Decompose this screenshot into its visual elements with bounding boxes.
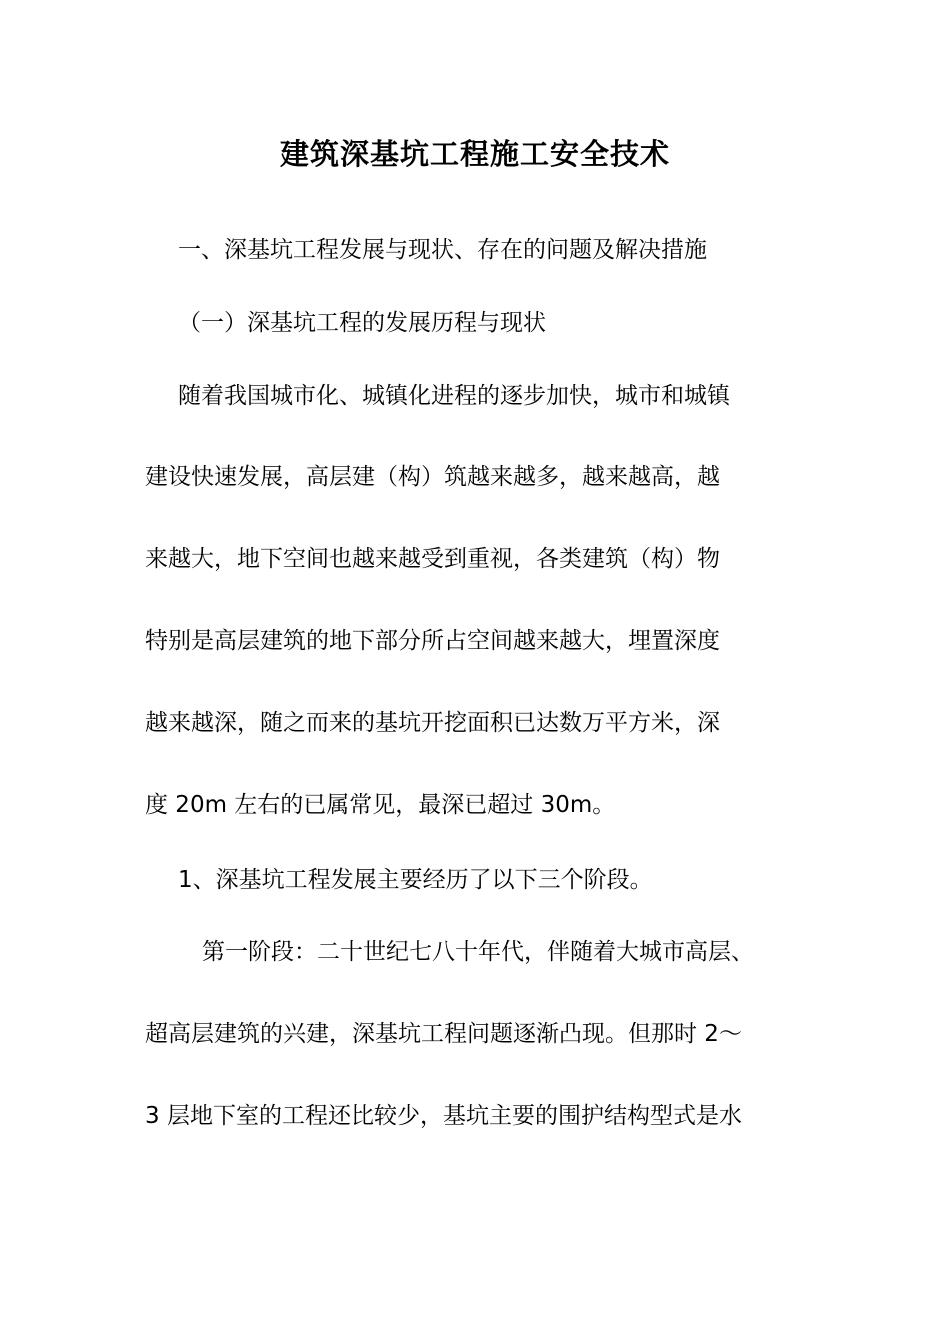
paragraph-line: 来越大，地下空间也越来越受到重视，各类建筑（构）物 (145, 546, 720, 572)
paragraph-line: 超高层建筑的兴建，深基坑工程问题逐渐凸现。但那时 2～ (145, 1021, 742, 1047)
paragraph-line: 3 层地下室的工程还比较少，基坑主要的围护结构型式是水 (145, 1103, 742, 1129)
paragraph-line: 建设快速发展，高层建（构）筑越来越多，越来越高，越 (145, 464, 720, 490)
paragraph-line: 度 20m 左右的已属常见，最深已超过 30m。 (145, 792, 616, 818)
list-item: 1、深基坑工程发展主要经历了以下三个阶段。 (178, 867, 653, 893)
document-title: 建筑深基坑工程施工安全技术 (279, 137, 670, 171)
paragraph-line: 随着我国城市化、城镇化进程的逐步加快，城市和城镇 (178, 383, 730, 409)
paragraph-line: 特别是高层建筑的地下部分所占空间越来越大，埋置深度 (145, 628, 720, 654)
paragraph-line: 第一阶段：二十世纪七八十年代，伴随着大城市高层、 (202, 939, 754, 965)
paragraph-line: 越来越深，随之而来的基坑开挖面积已达数万平方米，深 (145, 710, 720, 736)
section-heading: 一、深基坑工程发展与现状、存在的问题及解决措施 (178, 237, 707, 263)
subsection-heading: （一）深基坑工程的发展历程与现状 (178, 310, 546, 336)
